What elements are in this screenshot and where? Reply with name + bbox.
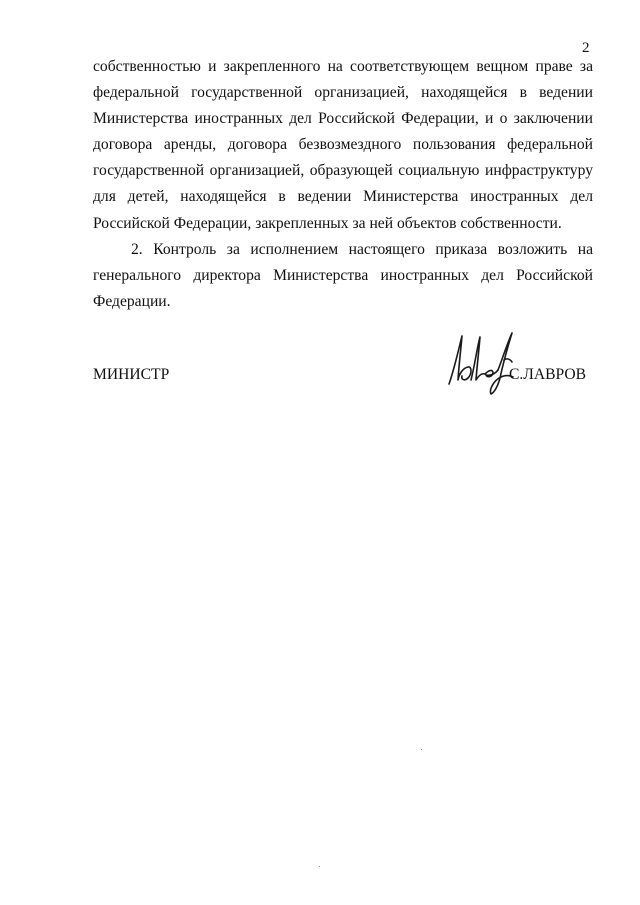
handwritten-signature-icon	[446, 330, 522, 396]
scan-speck	[421, 749, 422, 750]
signatory-name: С.ЛАВРОВ	[509, 366, 587, 383]
paragraph-2: 2. Контроль за исполнением настоящего приказа возложить на генерального директора Министерства иностранных дел Российской Федерации.	[93, 240, 593, 310]
signatory-title: МИНИСТР	[93, 366, 170, 383]
page-number: 2	[582, 40, 590, 56]
document-body	[93, 54, 593, 315]
paragraph-1: собственностью и закрепленного на соответствующем вещном праве за федеральной государственной организацией, находящейся в ведении Министерства иностранных дел Российской Федерации, и о заключении договора аренды, договора безвозмездного пользования федеральной государственной организацией, образующей социальную инфраструктуру для детей, находящейся в ведении Министерства иностранных дел Российской Федерации, закрепленных за ней объектов собственности.	[93, 58, 593, 232]
scan-speck	[319, 866, 320, 867]
